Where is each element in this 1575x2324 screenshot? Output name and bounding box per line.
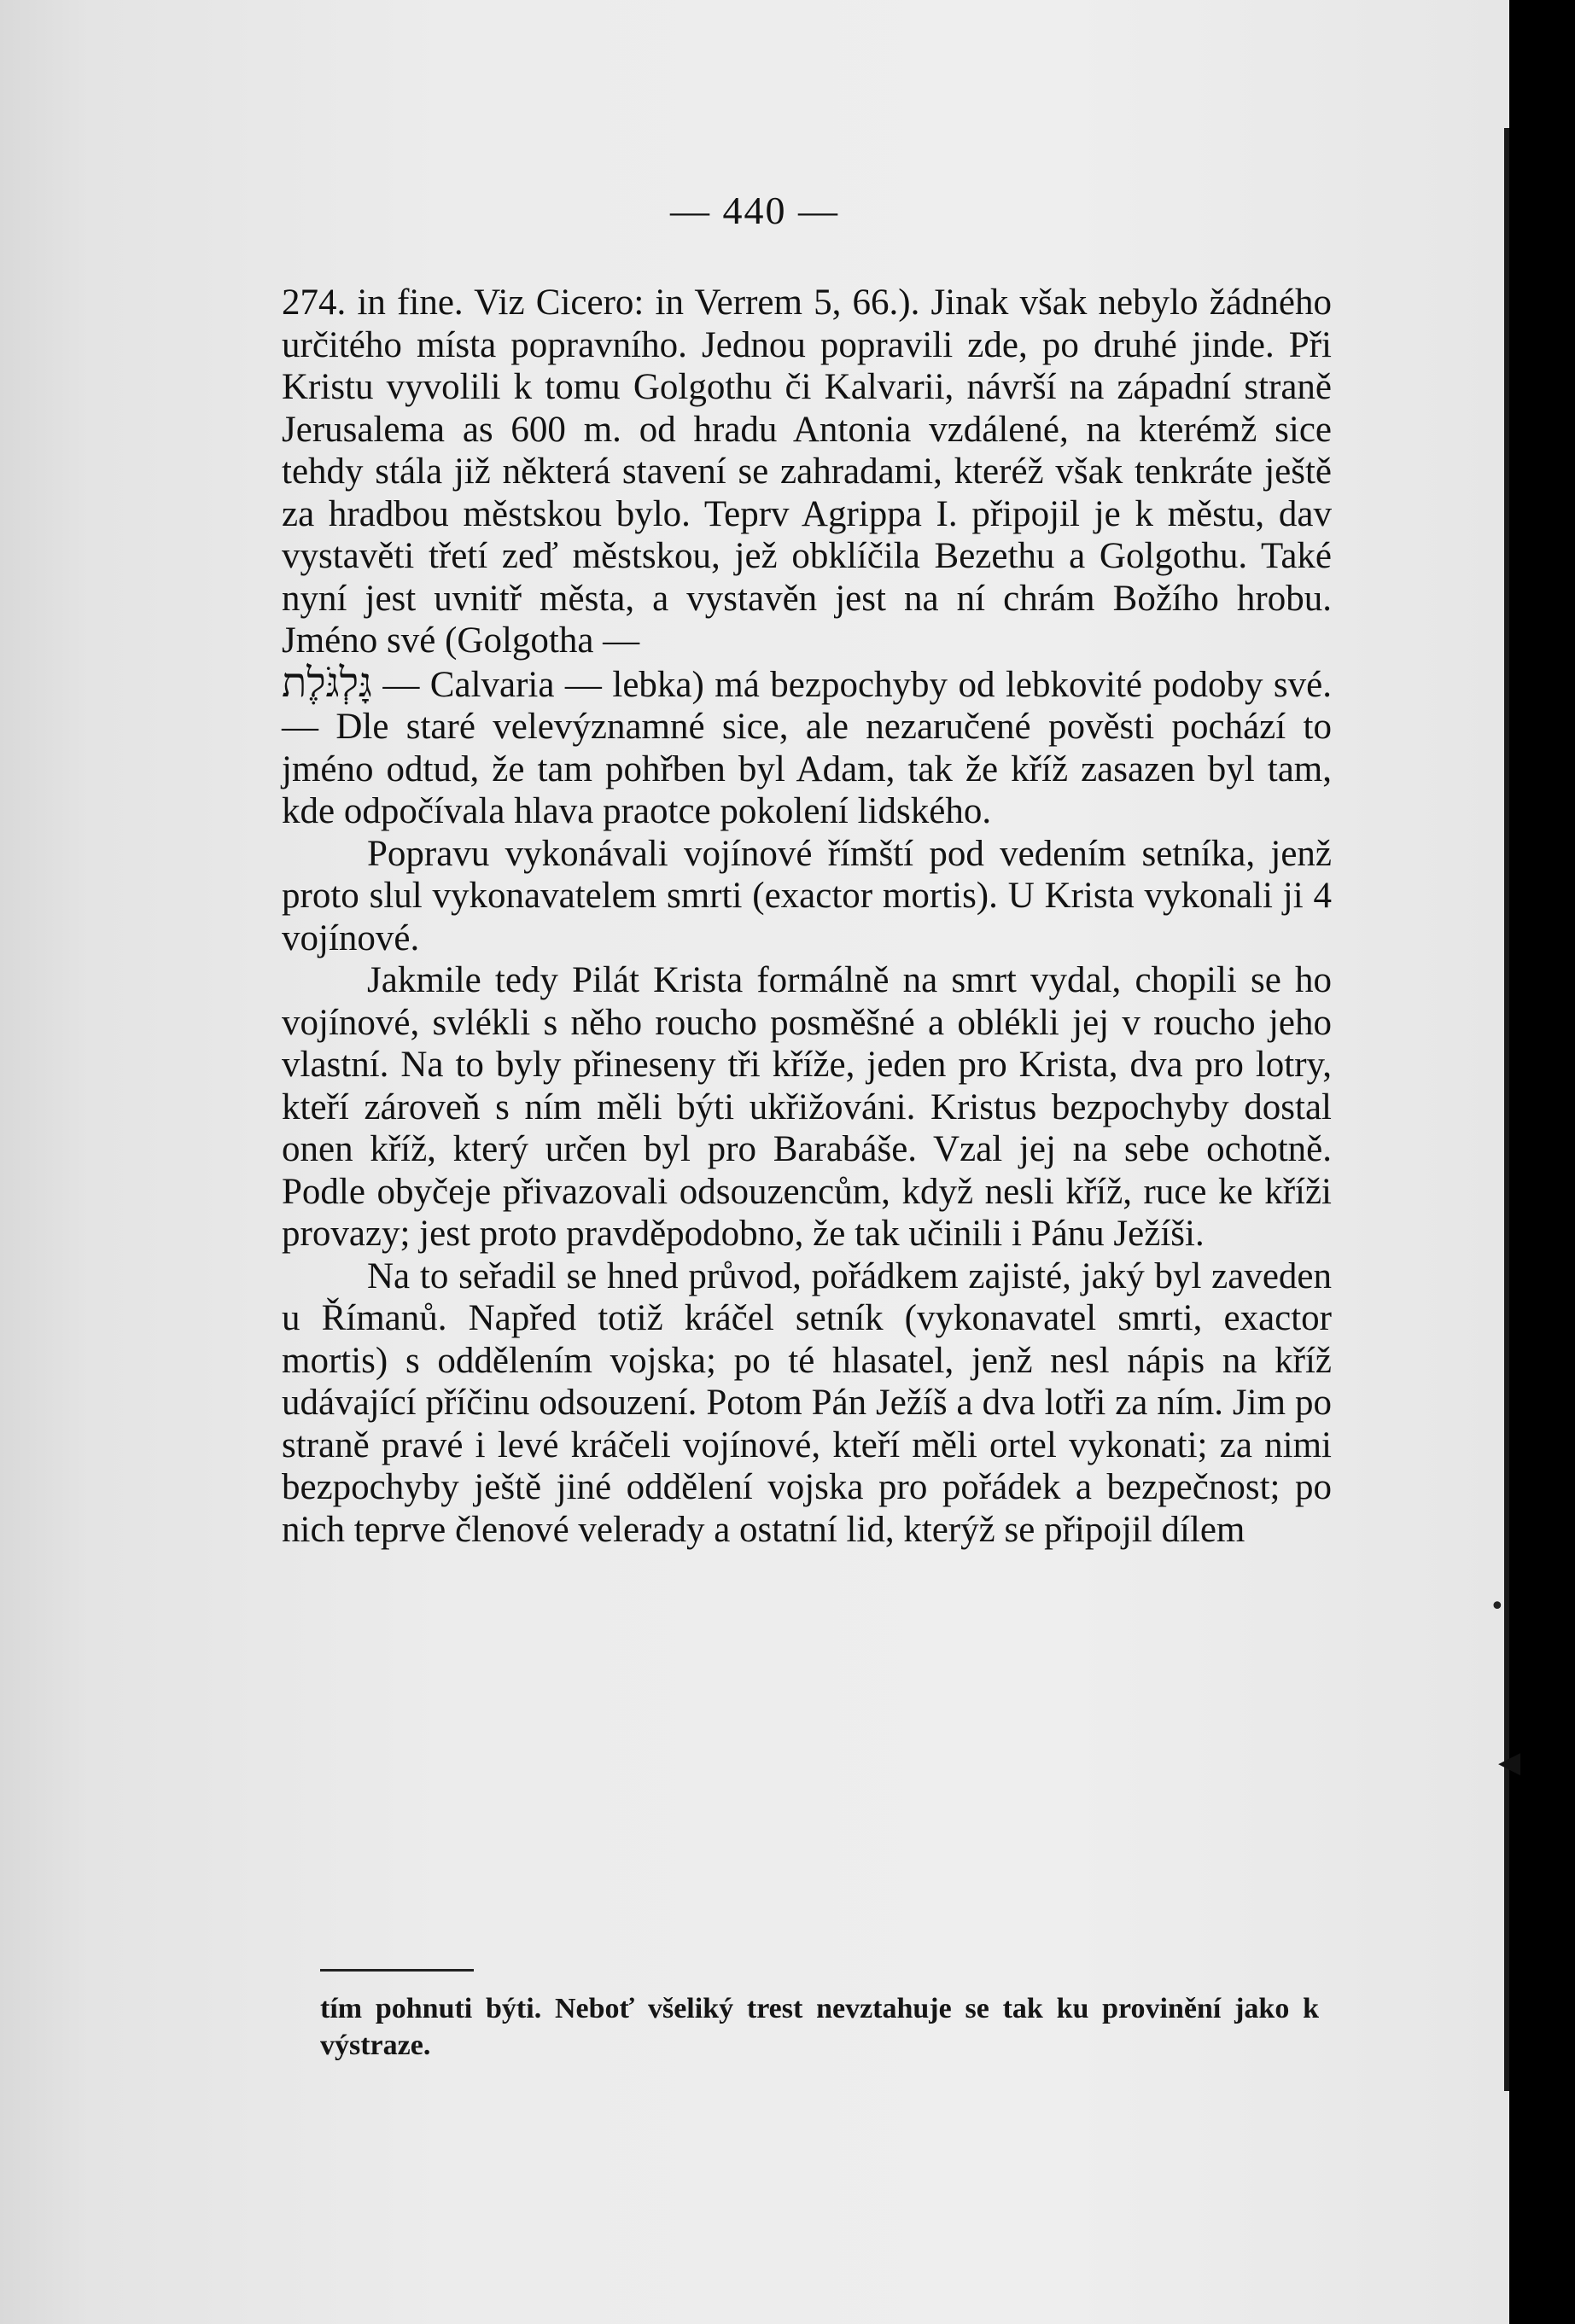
margin-mark-icon: • [1490, 1592, 1505, 1622]
footnote [320, 1990, 1319, 2064]
page-edge-line [1504, 128, 1509, 2091]
footnote-divider [320, 1969, 474, 1972]
paragraph-5: Na to seřadil se hned průvod, pořádkem zajisté, jaký byl zaveden u Římanů. Napřed totiž kráčel setník (vykonavatel smrti, exactor mortis) s oddělením vojska; po té hlasatel, jenž nesl nápis na kříž udávající příčinu odsouzení. Potom Pán Ježíš a dva lotři za ním. Jim po straně pravé i levé kráčeli vojínové, kteří měli ortel vykonati; za nimi bezpochyby ještě jiné oddělení vojska pro pořádek a bezpečnost; po nich teprve členové velerady a ostatní lid, kterýž se připojil dílem [282, 1255, 1332, 1550]
paragraph-4: Jakmile tedy Pilát Krista formálně na smrt vydal, chopili se ho vojínové, svlékli s něho roucho posměšné a oblékli jej v roucho jeho vlastní. Na to byly přineseny tři kříže, jeden pro Krista, dva pro lotry, kteří zároveň s ním měli býti ukřižováni. Kristus bezpochyby dostal onen kříž, který určen byl pro Barabáše. Vzal jej na sebe ochotně. Podle obyčeje přivazovali odsouzencům, když nesli kříž, ruce ke kříži provazy; jest proto pravděpodobno, že tak učinili i Pánu Ježíši. [282, 960, 1332, 1254]
paragraph-1: 274. in fine. Viz Cicero: in Verrem 5, 66.). Jinak však nebylo žádného určitého místa popravního. Jednou popravili zde, po druhé jinde. Při Kristu vyvolili k tomu Golgothu či Kalvarii, návrší na západní straně Jerusalema as 600 m. od hradu Antonia vzdálené, na kterémž sice tehdy stála již některá stavení se zahradami, kteréž však tenkráte ještě za hradbou městskou bylo. Teprv Agrippa I. připojil je k městu, dav vystavěti třetí zeď městskou, jež obklíčila Bezethu a Golgothu. Také nyní jest uvnitř města, a vystavěn jest na ní chrám Božího hrobu. Jméno své (Golgotha — [282, 282, 1332, 661]
paragraph-3: Popravu vykonávali vojínové římští pod vedením setníka, jenž proto slul vykonavatelem smrti (exactor mortis). U Krista vykonali ji 4 vojínové. [282, 833, 1332, 958]
page-number: — 440 — [670, 189, 839, 232]
main-text [282, 282, 1332, 1551]
paragraph-2 [282, 658, 1332, 833]
page-edge-arrow-icon: ◀ [1498, 1745, 1521, 1779]
paragraph-2-text: — Calvaria — lebka) má bezpochyby od lebkovité podoby své. — Dle staré velevýznamné sice, ale nezaručené pověsti pochází to jméno odtud, že tam pohřben byl Adam, tak že kříž zasazen byl tam, kde odpočívala hlava praotce pokolení lidského. [282, 664, 1332, 831]
hebrew-word: גָּלְגֹּלֶת [282, 658, 372, 707]
footnote-text: tím pohnuti býti. Neboť všeliký trest nevztahuje se tak ku provinění jako k výstraze. [320, 1993, 1319, 2061]
